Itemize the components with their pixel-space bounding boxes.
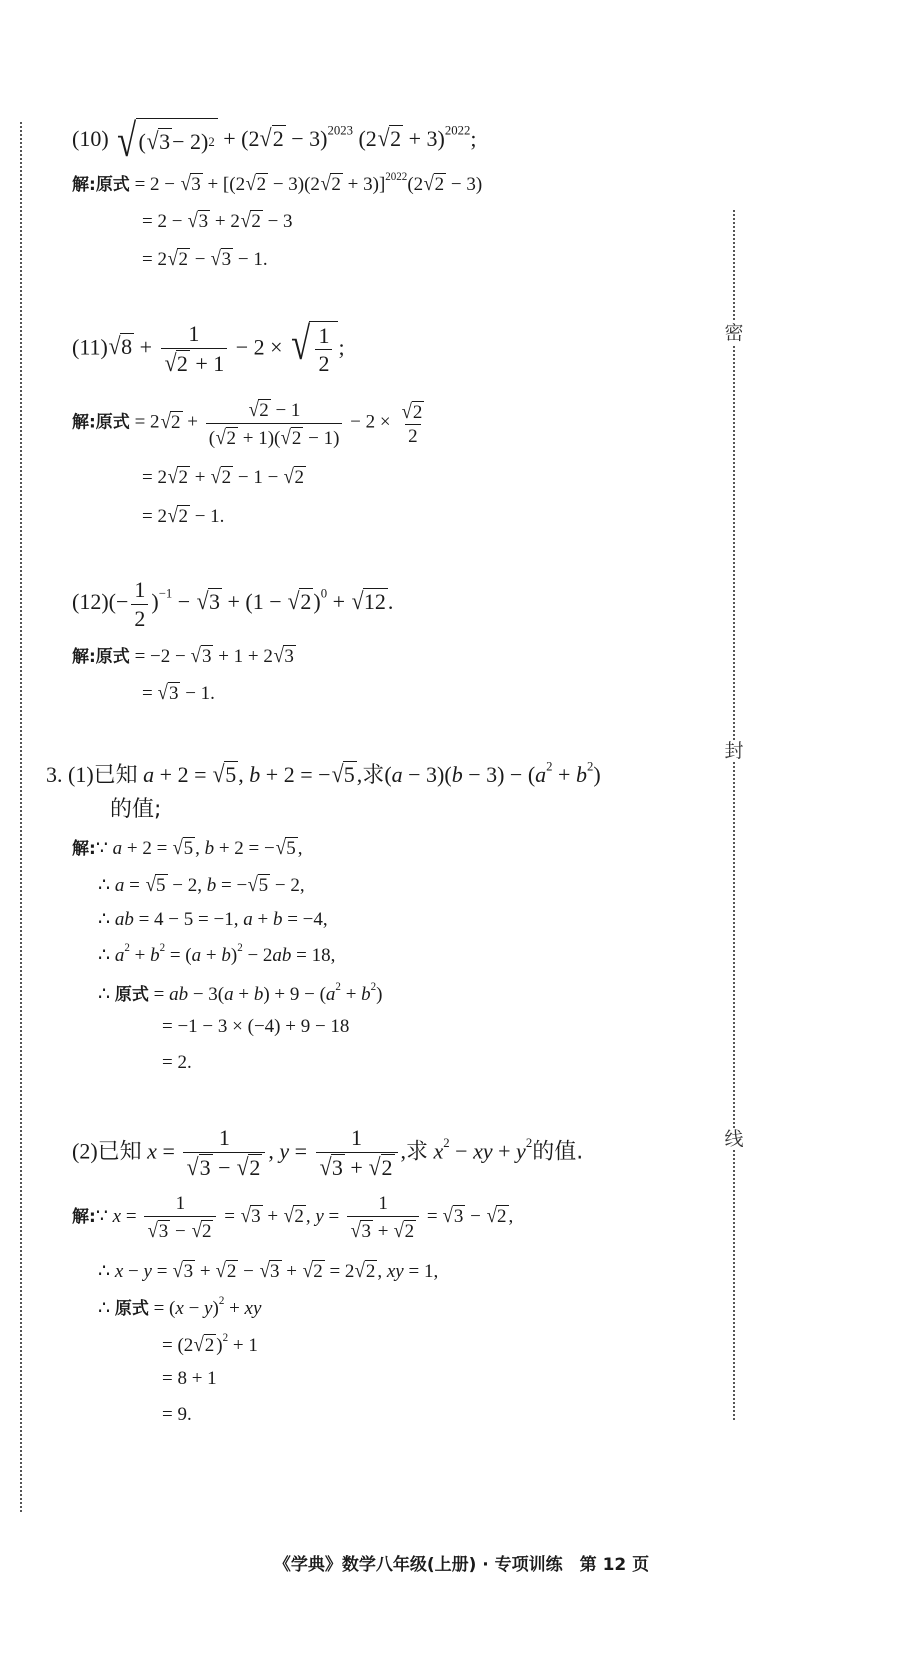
right-seal-line: [733, 210, 735, 1420]
solution-3-1-line-1: 解:∵ a + 2 = √5 , b + 2 = −√5 ,: [72, 835, 303, 859]
solution-10-line-2: = 2 − √3 + 2√2 − 3: [142, 208, 293, 232]
solution-3-2-line-5: = 8 + 1: [162, 1368, 217, 1389]
solution-3-2-line-1: 解:∵ x = $\frac{1}{√3 - √2}$ = √3 + √2 , y = $\frac{1}{√3 + √2}$ = √3 − √2 ,: [72, 1193, 514, 1242]
solution-3-1-line-3: ∴ ab = 4 − 5 = −1, a + b = −4,: [98, 909, 328, 930]
solution-10-line-3: = 2√2 − √3 − 1.: [142, 246, 268, 270]
solution-12-line-1: 解:原式 = −2 − √3 + 1 + 2√3: [72, 643, 294, 667]
solution-3-1-line-5: ∴ 原式 = ab − $3(a + b) + 9 - (a^2 + b^2)$: [98, 981, 383, 1005]
problem-number: (10): [72, 126, 109, 152]
problem-3-part-1-cont: 的值;: [110, 797, 162, 822]
problem-11: (11)√8 + $\frac{1}{√2 + 1}$ − 2 × √ $\frac{1}{2}$ ;: [72, 320, 345, 379]
problem-3-part-2: (2)已知 x = $\frac{1}{√3 - √2}$ , y = $\frac{1}{√3 + √2}$ ,求 $x^2$ − xy + $y^2$的值.: [72, 1124, 583, 1183]
solution-3-2-line-2: ∴ x − y = √3 + √2 − √3 + √2 = 2√2 , xy = 1,: [98, 1258, 439, 1282]
left-binding-line: [20, 122, 22, 1512]
problem-10: (10) √ ( √3 − 2) 2 + $(2√2 - 3)^{2023}$ $(2√2 + 3)^{2022}$;: [72, 115, 477, 166]
seal-char-feng: 封: [724, 740, 744, 762]
solution-3-2-line-3: ∴ 原式 = $(x - y)^2$ + xy: [98, 1295, 262, 1319]
solution-11-line-1: 解:原式 = 2√2 + $\frac{√2 - 1}{(√2 + 1)(√2 - 1)}$ − 2 × $\frac{√2}{2}$: [72, 397, 423, 449]
solution-11-line-3: = 2√2 − 1.: [142, 503, 225, 527]
solution-3-1-line-6: = −1 − 3 × (−4) + 9 − 18: [162, 1016, 350, 1037]
solution-3-1-line-2: ∴ a = √5 − 2, b = −√5 − 2,: [98, 872, 305, 896]
solution-11-line-2: = 2√2 + √2 − 1 − √2: [142, 464, 305, 488]
solution-3-2-line-6: = 9.: [162, 1404, 192, 1425]
solution-3-1-line-4: ∴ $a^2 + b^2 = (a + b)^2 - 2ab = 18$,: [98, 942, 336, 966]
problem-number: (11): [72, 334, 108, 360]
solution-10-line-1: 解:原式 = $2 - √3 + [(2√2 - 3)(2√2 + 3)]^{2022}(2√2 - 3)$: [72, 171, 483, 195]
problem-12: (12)(− $\frac{1}{2}$ )$^{-1} - √3 + (1 - √2)^0 + √12$.: [72, 577, 394, 631]
seal-char-mi: 密: [724, 322, 744, 344]
solution-3-1-line-7: = 2.: [162, 1052, 192, 1073]
page-footer: 《学典》数学八年级(上册) · 专项训练 第 12 页: [273, 1555, 650, 1575]
seal-char-xian: 线: [724, 1128, 744, 1150]
solution-3-2-line-4: = (2√2 )$^2$ + 1: [162, 1332, 258, 1356]
solution-12-line-2: = √3 − 1.: [142, 680, 215, 704]
problem-number: (12): [72, 589, 109, 615]
problem-3-part-1: 3. (1)已知 a + 2 = √5, b + 2 = −√5,求$(a - 3)(b - 3) - (a^2 + b^2)$: [46, 759, 601, 788]
